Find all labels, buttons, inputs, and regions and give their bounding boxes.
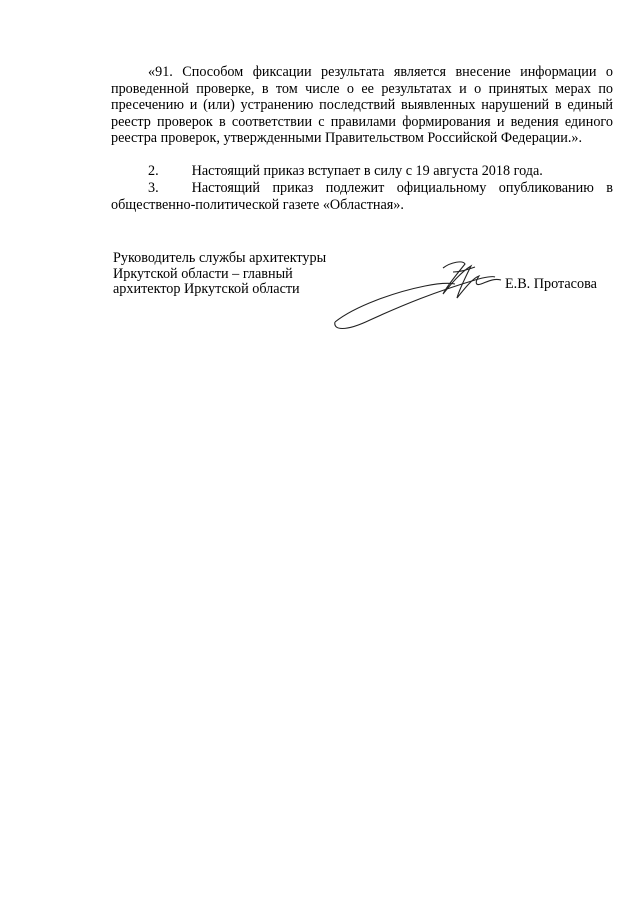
signatory-position-line: архитектор Иркутской области <box>113 281 300 297</box>
list-item-2 <box>111 163 613 180</box>
signatory-position-line: Иркутской области – главный <box>113 265 293 282</box>
paragraph-91-text: «91. Способом фиксации результата является внесение информации о проведенной проверке, в том числе о ее результатах и о принятых мерах по пресечению и (или) устранению последствий выявленных нарушений в единый реестр проверок в соответствии с правилами формирования и ведения единого реестра проверок, утвержденными Правительством Российской Федерации.». <box>111 64 613 146</box>
paragraph-91 <box>111 64 613 147</box>
signatory-position-line: Руководитель службы архитектуры <box>113 250 327 266</box>
list-item-number: 2. <box>148 163 159 179</box>
list-item-3 <box>111 180 613 213</box>
signer-name: Е.В. Протасова <box>505 276 597 292</box>
list-item-text: Настоящий приказ подлежит официальному опубликованию в общественно-политической газете «Областная». <box>111 180 613 213</box>
list-item-number: 3. <box>148 180 159 196</box>
handwritten-signature <box>325 250 505 340</box>
list-item-text: Настоящий приказ вступает в силу с 19 августа 2018 года. <box>191 163 543 179</box>
